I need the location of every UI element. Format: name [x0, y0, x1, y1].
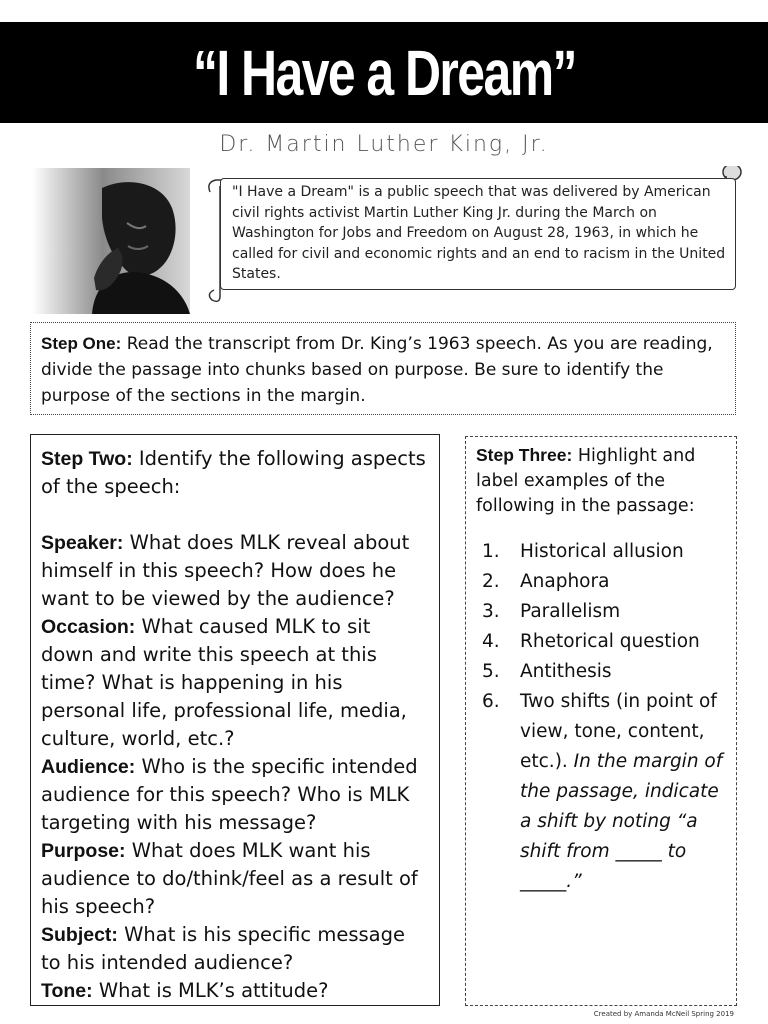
title-banner	[0, 22, 768, 123]
subject-item: Subject: What is his specific message to his intended audience?	[41, 923, 405, 974]
occasion-item: Occasion: What caused MLK to sit down and write this speech at this time? What is happening in his personal life, professional life, media, culture, world, etc.?	[41, 615, 407, 750]
list-item: 3. Parallelism	[482, 601, 621, 622]
purpose-item: Purpose: What does MLK want his audience to do/think/feel as a result of his speech?	[41, 839, 418, 918]
step-three-box	[465, 436, 737, 1006]
step-two-text: Identify the following aspects of the speech:	[41, 447, 426, 498]
page-subtitle: Dr. Martin Luther King, Jr.	[219, 132, 549, 157]
list-item: 2. Anaphora	[482, 571, 610, 592]
step-two-label: Step Two:	[41, 448, 133, 470]
portrait-silhouette-icon	[32, 168, 190, 314]
page-title: “I Have a Dream”	[192, 36, 576, 109]
credit-line: Created by Amanda McNeil Spring 2019	[593, 1010, 734, 1018]
audience-item: Audience: Who is the specific intended audience for this speech? Who is MLK targeting with his message?	[41, 755, 418, 834]
tone-item: Tone: What is MLK’s attitude?	[41, 979, 329, 1002]
step-three-label: Step Three:	[476, 445, 573, 465]
list-item: 4. Rhetorical question	[482, 631, 700, 652]
intro-scroll	[206, 166, 746, 304]
step-three-text: Highlight and label examples of the following in the passage:	[476, 446, 696, 516]
step-one-label: Step One:	[41, 334, 122, 353]
intro-text: "I Have a Dream" is a public speech that was delivered by American civil rights activist Martin Luther King Jr. during the March on Washington for Jobs and Freedom on August 28, 1963, in which he called for civil and economic rights and an end to racism in the United States.	[232, 184, 726, 282]
step-two-box	[30, 434, 440, 1006]
list-item: 1. Historical allusion	[482, 541, 684, 562]
device-list	[476, 537, 726, 897]
list-item: 6. Two shifts (in point of view, tone, content, etc.). In the margin of the passage, indicate a shift by noting “a shift from _____ to _____.”	[482, 691, 723, 892]
shift-instruction: In the margin of the passage, indicate a shift by noting “a shift from _____ to _____.”	[520, 751, 723, 892]
mlk-portrait-image	[32, 168, 190, 314]
step-one-box	[30, 322, 736, 415]
speaker-item: Speaker: What does MLK reveal about himself in this speech? How does he want to be viewed by the audience?	[41, 531, 410, 610]
step-one-text: Read the transcript from Dr. King’s 1963 speech. As you are reading, divide the passage into chunks based on purpose. Be sure to identify the purpose of the sections in the margin.	[41, 334, 713, 406]
list-item: 5. Antithesis	[482, 661, 612, 682]
